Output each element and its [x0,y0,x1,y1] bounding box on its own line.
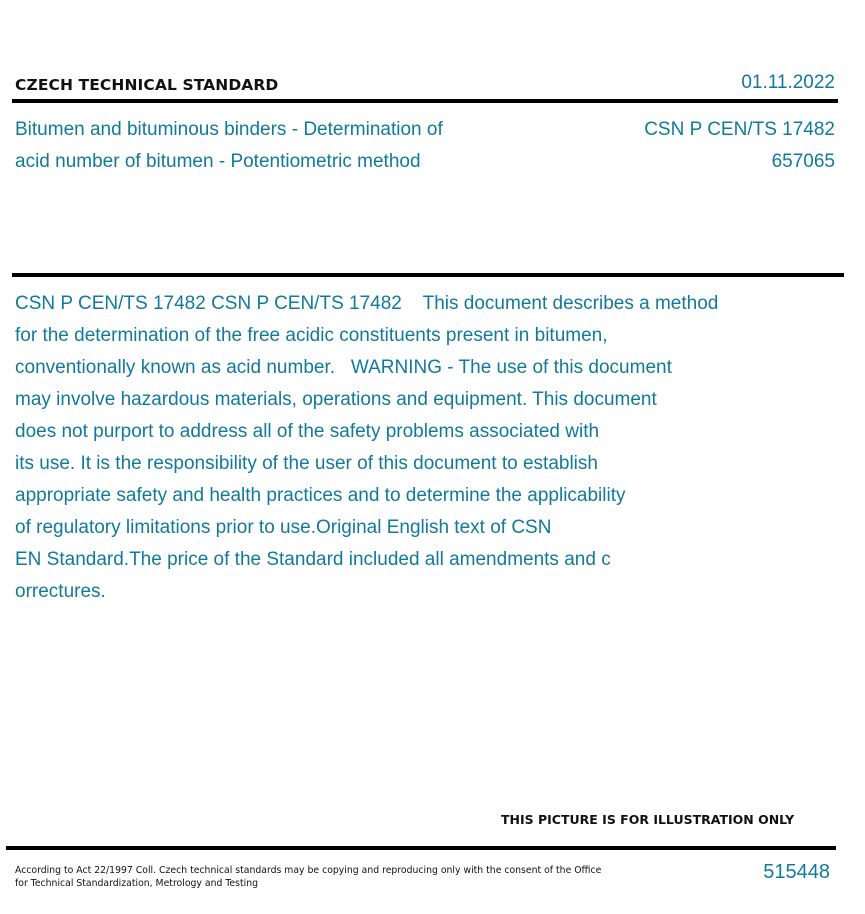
standard-code: CSN P CEN/TS 17482 [644,119,835,140]
section-divider [12,273,844,277]
legal-notice [15,864,615,890]
abstract-text [15,288,845,608]
abstract-line: of regulatory limitations prior to use.Original English text of CSN [15,517,552,538]
publication-date: 01.11.2022 [741,72,835,93]
abstract-line: may involve hazardous materials, operations and equipment. This document [15,389,657,410]
abstract-line: orrectures. [15,581,106,602]
abstract-line: does not purport to address all of the safety problems associated with [15,421,600,442]
abstract-line: EN Standard.The price of the Standard included all amendments and c [15,549,611,570]
document-type-label: CZECH TECHNICAL STANDARD [15,76,279,94]
abstract-line: CSN P CEN/TS 17482 CSN P CEN/TS 17482 This document describes a method [15,293,719,314]
footer-divider [6,846,836,850]
class-number: 657065 [771,151,835,172]
legal-line: for Technical Standardization, Metrology and Testing [15,878,259,889]
header-divider [12,99,838,103]
abstract-line: for the determination of the free acidic constituents present in bitumen, [15,325,608,346]
standard-title-line: acid number of bitumen - Potentiometric method [15,151,421,172]
standard-title-line: Bitumen and bituminous binders - Determination of [15,119,443,140]
abstract-line: its use. It is the responsibility of the user of this document to establish [15,453,598,474]
legal-line: According to Act 22/1997 Coll. Czech technical standards may be copying and reproducing only with the consent of the Office [15,865,602,876]
standard-identifiers [644,114,835,178]
catalog-number: 515448 [763,861,830,883]
abstract-line: conventionally known as acid number. WARNING - The use of this document [15,357,672,378]
illustration-notice: THIS PICTURE IS FOR ILLUSTRATION ONLY [501,812,795,827]
abstract-line: appropriate safety and health practices and to determine the applicability [15,485,626,506]
standard-title [15,114,535,178]
